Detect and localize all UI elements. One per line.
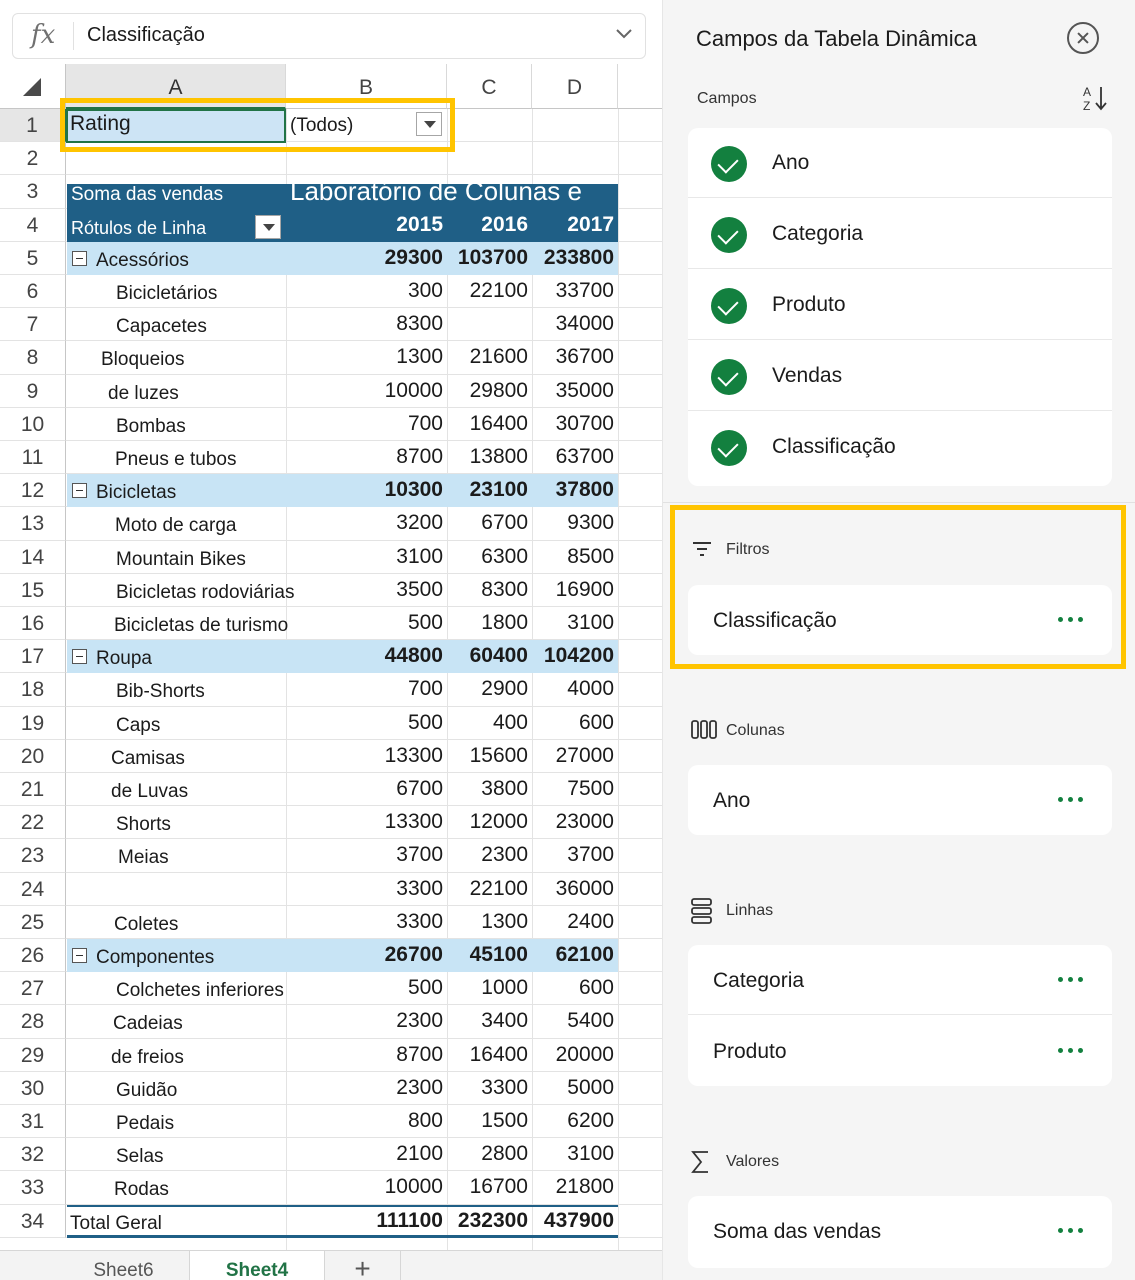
row-header-17[interactable]: 17 <box>0 640 66 673</box>
filters-area[interactable] <box>688 585 1112 655</box>
pivot-item-label[interactable]: Bombas <box>116 415 186 437</box>
pivot-value-cell[interactable]: 27000 <box>555 743 614 767</box>
pivot-value-cell[interactable]: 300 <box>407 279 443 302</box>
pivot-item-label[interactable]: Caps <box>116 714 161 736</box>
row-header-31[interactable]: 31 <box>0 1105 66 1138</box>
row-header-9[interactable]: 9 <box>0 375 66 408</box>
row-header-4[interactable]: 4 <box>0 209 66 242</box>
columns-icon <box>691 720 717 740</box>
pivot-group-label[interactable]: Bicicletas <box>96 482 177 504</box>
sheet-tabs <box>0 1250 662 1280</box>
pivot-item-label[interactable]: Bloqueios <box>101 349 185 371</box>
pivot-value-cell[interactable]: 3300 <box>396 876 443 900</box>
row-header-19[interactable]: 19 <box>0 707 66 740</box>
row-header-26[interactable]: 26 <box>0 939 66 972</box>
sheet-tab-sheet6[interactable]: Sheet6 <box>58 1251 190 1280</box>
rows-area[interactable] <box>688 945 1112 1086</box>
gridline-v <box>618 109 619 1250</box>
sheet-tab-sheet4[interactable]: Sheet4 <box>190 1251 325 1280</box>
pivot-item-label[interactable]: Shorts <box>116 814 171 836</box>
row-header-14[interactable]: 14 <box>0 541 66 574</box>
pivot-value-cell[interactable]: 35000 <box>555 378 614 402</box>
pivot-group-label[interactable]: Acessórios <box>96 249 189 271</box>
pivot-value-cell[interactable]: 6700 <box>481 511 528 535</box>
row-header-21[interactable]: 21 <box>0 773 66 806</box>
year-header: 2017 <box>567 212 614 236</box>
row-header-12[interactable]: 12 <box>0 474 66 507</box>
pivot-group-label[interactable]: Componentes <box>96 947 215 968</box>
pivot-item-label[interactable]: de Luvas <box>111 781 189 802</box>
cell-a1[interactable]: Rating <box>70 112 131 135</box>
row-header-1[interactable]: 1 <box>0 109 66 142</box>
pivot-value-cell[interactable]: 15600 <box>469 743 528 767</box>
pivot-value-cell[interactable]: 34000 <box>555 312 614 336</box>
pivot-value-cell[interactable]: 5400 <box>567 1009 614 1033</box>
pivot-value-cell[interactable]: 12000 <box>469 810 528 834</box>
pivot-value-cell[interactable]: 8700 <box>396 445 443 468</box>
filtros-item[interactable] <box>688 585 1112 655</box>
field-row-1[interactable] <box>688 199 1112 269</box>
grand-total-value: 111100 <box>376 1208 443 1232</box>
pivot-value-cell[interactable]: 20000 <box>555 1042 614 1066</box>
pivot-value-cell[interactable]: 8500 <box>567 544 614 568</box>
pivot-item-label[interactable]: Guidão <box>116 1079 178 1101</box>
dot <box>1058 977 1063 982</box>
colunas-item-label: Ano <box>713 789 751 812</box>
rows-icon <box>691 898 713 924</box>
pivot-value-cell[interactable]: 37800 <box>555 478 614 502</box>
pivot-value-cell[interactable]: 6300 <box>481 544 528 568</box>
row-header-34[interactable]: 34 <box>0 1205 66 1238</box>
filter-icon <box>691 540 713 558</box>
pivot-value-cell[interactable]: 6700 <box>396 777 443 800</box>
pivot-value-cell[interactable]: 16900 <box>555 577 614 601</box>
pivot-value-cell[interactable]: 63700 <box>555 445 614 468</box>
pivot-item-label[interactable]: Moto de carga <box>115 515 237 537</box>
more-options-icon[interactable] <box>1058 797 1084 803</box>
row-header-10[interactable]: 10 <box>0 408 66 441</box>
pivot-item-label[interactable]: Rodas <box>114 1179 169 1201</box>
dot <box>1078 797 1083 802</box>
pivot-value-cell[interactable]: 8300 <box>396 312 443 336</box>
pivot-item-label[interactable]: Bicicletas rodoviárias <box>116 581 295 603</box>
row-header-23[interactable]: 23 <box>0 839 66 872</box>
checkbox-checked-icon[interactable] <box>711 146 747 182</box>
dot <box>1068 617 1073 622</box>
pivot-value-cell[interactable]: 2300 <box>481 843 528 867</box>
row-header-24[interactable]: 24 <box>0 873 66 906</box>
fields-section-label: Campos <box>697 90 757 107</box>
pivot-item-label[interactable]: Coletes <box>114 913 179 935</box>
rows-section-label: Linhas <box>726 902 774 919</box>
field-label: Classificação <box>772 435 896 458</box>
pivot-value-cell[interactable]: 4000 <box>567 677 614 701</box>
pivot-value-cell[interactable] <box>447 305 528 338</box>
dot <box>1058 797 1063 802</box>
grand-total-value: 232300 <box>457 1208 528 1232</box>
pivot-value-cell[interactable]: 600 <box>578 710 614 734</box>
pivot-value-cell[interactable]: 21800 <box>555 1175 614 1199</box>
pivot-value-cell[interactable]: 21600 <box>469 345 528 369</box>
pivot-value-cell[interactable]: 103700 <box>457 245 528 269</box>
year-header: 2016 <box>481 212 528 236</box>
pivot-value-cell[interactable]: 23100 <box>469 478 528 502</box>
row-header-2[interactable]: 2 <box>0 142 66 175</box>
row-header-29[interactable]: 29 <box>0 1039 66 1072</box>
sigma-icon <box>691 1150 711 1174</box>
pivot-value-cell[interactable]: 2300 <box>396 1075 443 1099</box>
year-header: 2015 <box>396 212 443 236</box>
dot <box>1058 1228 1063 1233</box>
row-header-13[interactable]: 13 <box>0 507 66 540</box>
pivot-value-cell[interactable]: 233800 <box>543 245 614 269</box>
pivot-item-label[interactable]: Bib-Shorts <box>116 681 205 703</box>
pivot-item-label[interactable]: Camisas <box>111 747 185 769</box>
row-header-18[interactable]: 18 <box>0 673 66 706</box>
columns-area[interactable] <box>688 765 1112 835</box>
pivot-item-label[interactable]: Pedais <box>116 1113 175 1134</box>
row-header-11[interactable]: 11 <box>0 441 66 474</box>
row-labels-header: Rótulos de Linha <box>71 217 207 238</box>
values-area[interactable] <box>688 1196 1112 1268</box>
cell-b1[interactable]: (Todos) <box>290 115 354 136</box>
dot <box>1078 1048 1083 1053</box>
pivot-value-cell[interactable]: 62100 <box>555 943 614 966</box>
pivot-value-cell[interactable]: 700 <box>407 411 443 435</box>
pivot-value-cell[interactable]: 500 <box>407 611 443 634</box>
pivot-value-cell[interactable]: 1300 <box>481 909 528 933</box>
row-header-22[interactable]: 22 <box>0 806 66 839</box>
pivot-value-cell[interactable]: 2400 <box>567 909 614 933</box>
pivot-item-label[interactable]: Bicicletas de turismo <box>114 615 289 636</box>
field-row-4[interactable] <box>688 412 1112 482</box>
grand-total-value: 437900 <box>543 1208 614 1232</box>
row-header-28[interactable]: 28 <box>0 1005 66 1038</box>
pivot-value-cell[interactable]: 9300 <box>567 511 614 535</box>
pivot-value-cell[interactable]: 600 <box>578 976 614 1000</box>
collapse-icon[interactable] <box>72 649 87 664</box>
pivot-value-cell[interactable]: 3300 <box>396 909 443 933</box>
row-header-33[interactable]: 33 <box>0 1171 66 1204</box>
values-section-label: Valores <box>726 1153 780 1170</box>
dot <box>1078 617 1083 622</box>
pivot-value-cell[interactable]: 3300 <box>481 1075 528 1099</box>
pivot-value-cell[interactable]: 10000 <box>384 378 443 402</box>
pivot-value-cell[interactable]: 8300 <box>481 577 528 601</box>
pivot-group-label[interactable]: Roupa <box>96 648 152 670</box>
pivot-item-label[interactable]: Pneus e tubos <box>115 449 237 470</box>
row-header-20[interactable]: 20 <box>0 740 66 773</box>
row-header-16[interactable]: 16 <box>0 607 66 640</box>
pivot-item-label[interactable]: de freios <box>111 1046 184 1068</box>
pivot-value-cell[interactable]: 10300 <box>384 478 443 502</box>
grand-total-label: Total Geral <box>70 1212 162 1234</box>
pivot-value-cell[interactable]: 3500 <box>396 577 443 601</box>
pivot-value-cell[interactable]: 500 <box>407 976 443 1000</box>
pivot-item-label[interactable]: Selas <box>116 1146 164 1168</box>
dot <box>1068 1048 1073 1053</box>
pivot-value-cell[interactable]: 7500 <box>567 777 614 800</box>
filters-section-label: Filtros <box>726 541 770 558</box>
pivot-value-cell[interactable]: 13300 <box>384 743 443 767</box>
pivot-value-cell[interactable]: 29800 <box>469 378 528 402</box>
pivot-value-cell[interactable]: 5000 <box>567 1075 614 1099</box>
select-all-icon <box>23 78 41 96</box>
field-row-3[interactable] <box>688 341 1112 411</box>
checkbox-checked-icon[interactable] <box>711 217 747 253</box>
column-header-a[interactable]: A <box>66 64 286 109</box>
pivot-value-cell[interactable]: 23000 <box>555 810 614 834</box>
colunas-item[interactable] <box>688 765 1112 835</box>
formula-bar[interactable] <box>12 13 646 59</box>
pivot-value-cell[interactable]: 1000 <box>481 976 528 1000</box>
formula-divider <box>73 22 74 50</box>
pivot-value-cell[interactable]: 2900 <box>481 677 528 701</box>
more-options-icon[interactable] <box>1058 1048 1084 1054</box>
pivot-value-cell[interactable]: 1300 <box>396 345 443 369</box>
field-list <box>688 128 1112 486</box>
pivot-values-label: Soma das vendas <box>71 184 224 206</box>
column-header-blank <box>618 64 662 109</box>
pivot-fields-pane <box>662 0 1135 1280</box>
row-header-6[interactable]: 6 <box>0 275 66 308</box>
pivot-value-cell[interactable]: 3700 <box>567 843 614 867</box>
checkbox-checked-icon[interactable] <box>711 288 747 324</box>
dot <box>1068 797 1073 802</box>
linhas-item-label: Categoria <box>713 969 805 992</box>
collapse-icon[interactable] <box>72 948 87 963</box>
field-row-2[interactable] <box>688 270 1112 340</box>
fx-icon: fx <box>31 20 56 50</box>
add-sheet-button[interactable]: + <box>325 1251 401 1280</box>
more-options-icon[interactable] <box>1058 1228 1084 1234</box>
more-options-icon[interactable] <box>1058 617 1084 623</box>
pivot-value-cell[interactable]: 800 <box>407 1109 443 1132</box>
pivot-value-cell[interactable]: 22100 <box>469 279 528 302</box>
chevron-down-icon[interactable] <box>615 28 633 40</box>
checkbox-checked-icon[interactable] <box>711 430 747 466</box>
close-icon[interactable] <box>1067 22 1099 54</box>
more-options-icon[interactable] <box>1058 977 1084 983</box>
pivot-value-cell[interactable]: 22100 <box>469 876 528 900</box>
pivot-value-cell[interactable]: 26700 <box>384 943 443 966</box>
pivot-value-cell[interactable]: 3700 <box>396 843 443 867</box>
pivot-item-label[interactable]: Bicicletários <box>116 283 218 304</box>
cell-grid[interactable] <box>0 64 662 1250</box>
pivot-value-cell[interactable]: 400 <box>492 710 528 734</box>
pivot-value-cell[interactable]: 2800 <box>481 1142 528 1166</box>
row-header-30[interactable]: 30 <box>0 1072 66 1105</box>
pivot-value-cell[interactable]: 30700 <box>555 411 614 435</box>
row-header-25[interactable]: 25 <box>0 906 66 939</box>
field-label: Produto <box>772 293 846 316</box>
row-header-3[interactable]: 3 <box>0 175 66 208</box>
row-labels-dropdown-icon[interactable] <box>255 215 281 239</box>
pivot-value-cell[interactable]: 104200 <box>543 644 614 668</box>
filtros-item-label: Classificação <box>713 609 837 632</box>
pivot-value-cell[interactable]: 13300 <box>384 810 443 834</box>
row-header-5[interactable]: 5 <box>0 242 66 275</box>
pivot-item-label[interactable]: de luzes <box>108 382 179 404</box>
field-label: Ano <box>772 151 810 174</box>
pivot-value-cell[interactable]: 45100 <box>469 943 528 966</box>
pivot-item-label[interactable]: Meias <box>118 847 169 869</box>
pivot-value-cell[interactable]: 33700 <box>555 279 614 302</box>
pivot-value-cell[interactable]: 3800 <box>481 777 528 800</box>
pivot-value-cell[interactable]: 3100 <box>567 1142 614 1166</box>
pivot-value-cell[interactable]: 3400 <box>481 1009 528 1033</box>
pivot-value-cell[interactable]: 29300 <box>384 245 443 269</box>
svg-text:A: A <box>1083 85 1092 99</box>
dot <box>1078 1228 1083 1233</box>
column-header-c[interactable]: C <box>447 64 532 109</box>
columns-section-label: Colunas <box>726 722 785 739</box>
row-header-27[interactable]: 27 <box>0 972 66 1005</box>
pivot-value-cell[interactable]: 6200 <box>567 1109 614 1132</box>
pivot-value-cell[interactable]: 700 <box>407 677 443 701</box>
pivot-value-cell[interactable]: 500 <box>407 710 443 734</box>
field-label: Categoria <box>772 222 864 245</box>
select-all-corner[interactable] <box>0 64 66 109</box>
collapse-icon[interactable] <box>72 251 87 266</box>
field-row-0[interactable] <box>688 128 1112 198</box>
linhas-item[interactable] <box>688 945 1112 1015</box>
pivot-value-cell[interactable]: 10000 <box>384 1175 443 1199</box>
pivot-item-label[interactable]: Colchetes inferiores <box>116 980 284 1002</box>
pivot-item-label[interactable]: Cadeias <box>113 1013 183 1035</box>
linhas-item[interactable] <box>688 1016 1112 1086</box>
pivot-value-cell[interactable]: 3200 <box>396 511 443 535</box>
pivot-column-title: Laboratório de Colunas e <box>290 176 582 206</box>
dot <box>1058 617 1063 622</box>
column-header-d[interactable]: D <box>532 64 618 109</box>
pivot-value-cell[interactable]: 2100 <box>396 1142 443 1166</box>
valores-item[interactable] <box>688 1196 1112 1266</box>
filter-dropdown-icon[interactable] <box>416 112 442 136</box>
row-header-15[interactable]: 15 <box>0 574 66 607</box>
row-header-7[interactable]: 7 <box>0 308 66 341</box>
pivot-value-cell[interactable]: 16700 <box>469 1175 528 1199</box>
pivot-value-cell[interactable]: 1500 <box>481 1109 528 1132</box>
pivot-value-cell[interactable]: 36700 <box>555 345 614 369</box>
checkbox-checked-icon[interactable] <box>711 359 747 395</box>
pivot-value-cell[interactable]: 1800 <box>481 611 528 634</box>
pivot-value-cell[interactable]: 3100 <box>396 544 443 568</box>
formula-input[interactable]: Classificação <box>87 24 205 46</box>
dot <box>1068 977 1073 982</box>
pane-divider <box>663 502 1135 503</box>
dot <box>1058 1048 1063 1053</box>
pivot-value-cell[interactable]: 60400 <box>469 644 528 668</box>
pivot-item-label[interactable]: Mountain Bikes <box>116 548 246 570</box>
svg-text:Z: Z <box>1083 99 1091 112</box>
pivot-value-cell[interactable]: 36000 <box>555 876 614 900</box>
pivot-value-cell[interactable]: 16400 <box>469 411 528 435</box>
column-header-b[interactable]: B <box>286 64 447 109</box>
pivot-value-cell[interactable]: 13800 <box>469 445 528 468</box>
dot <box>1068 1228 1073 1233</box>
linhas-item-label: Produto <box>713 1040 787 1063</box>
pivot-value-cell[interactable]: 8700 <box>396 1042 443 1066</box>
field-label: Vendas <box>772 364 843 387</box>
collapse-icon[interactable] <box>72 483 87 498</box>
row-header-8[interactable]: 8 <box>0 341 66 374</box>
pivot-value-cell[interactable]: 16400 <box>469 1042 528 1066</box>
pivot-value-cell[interactable]: 2300 <box>396 1009 443 1033</box>
pane-title: Campos da Tabela Dinâmica <box>696 26 977 51</box>
valores-item-label: Soma das vendas <box>713 1220 882 1243</box>
dot <box>1078 977 1083 982</box>
pivot-value-cell[interactable]: 44800 <box>384 644 443 668</box>
pivot-value-cell[interactable]: 3100 <box>567 611 614 634</box>
pivot-item-label[interactable]: Capacetes <box>116 316 207 338</box>
sort-az-icon[interactable] <box>1083 84 1109 115</box>
row-header-32[interactable]: 32 <box>0 1138 66 1171</box>
